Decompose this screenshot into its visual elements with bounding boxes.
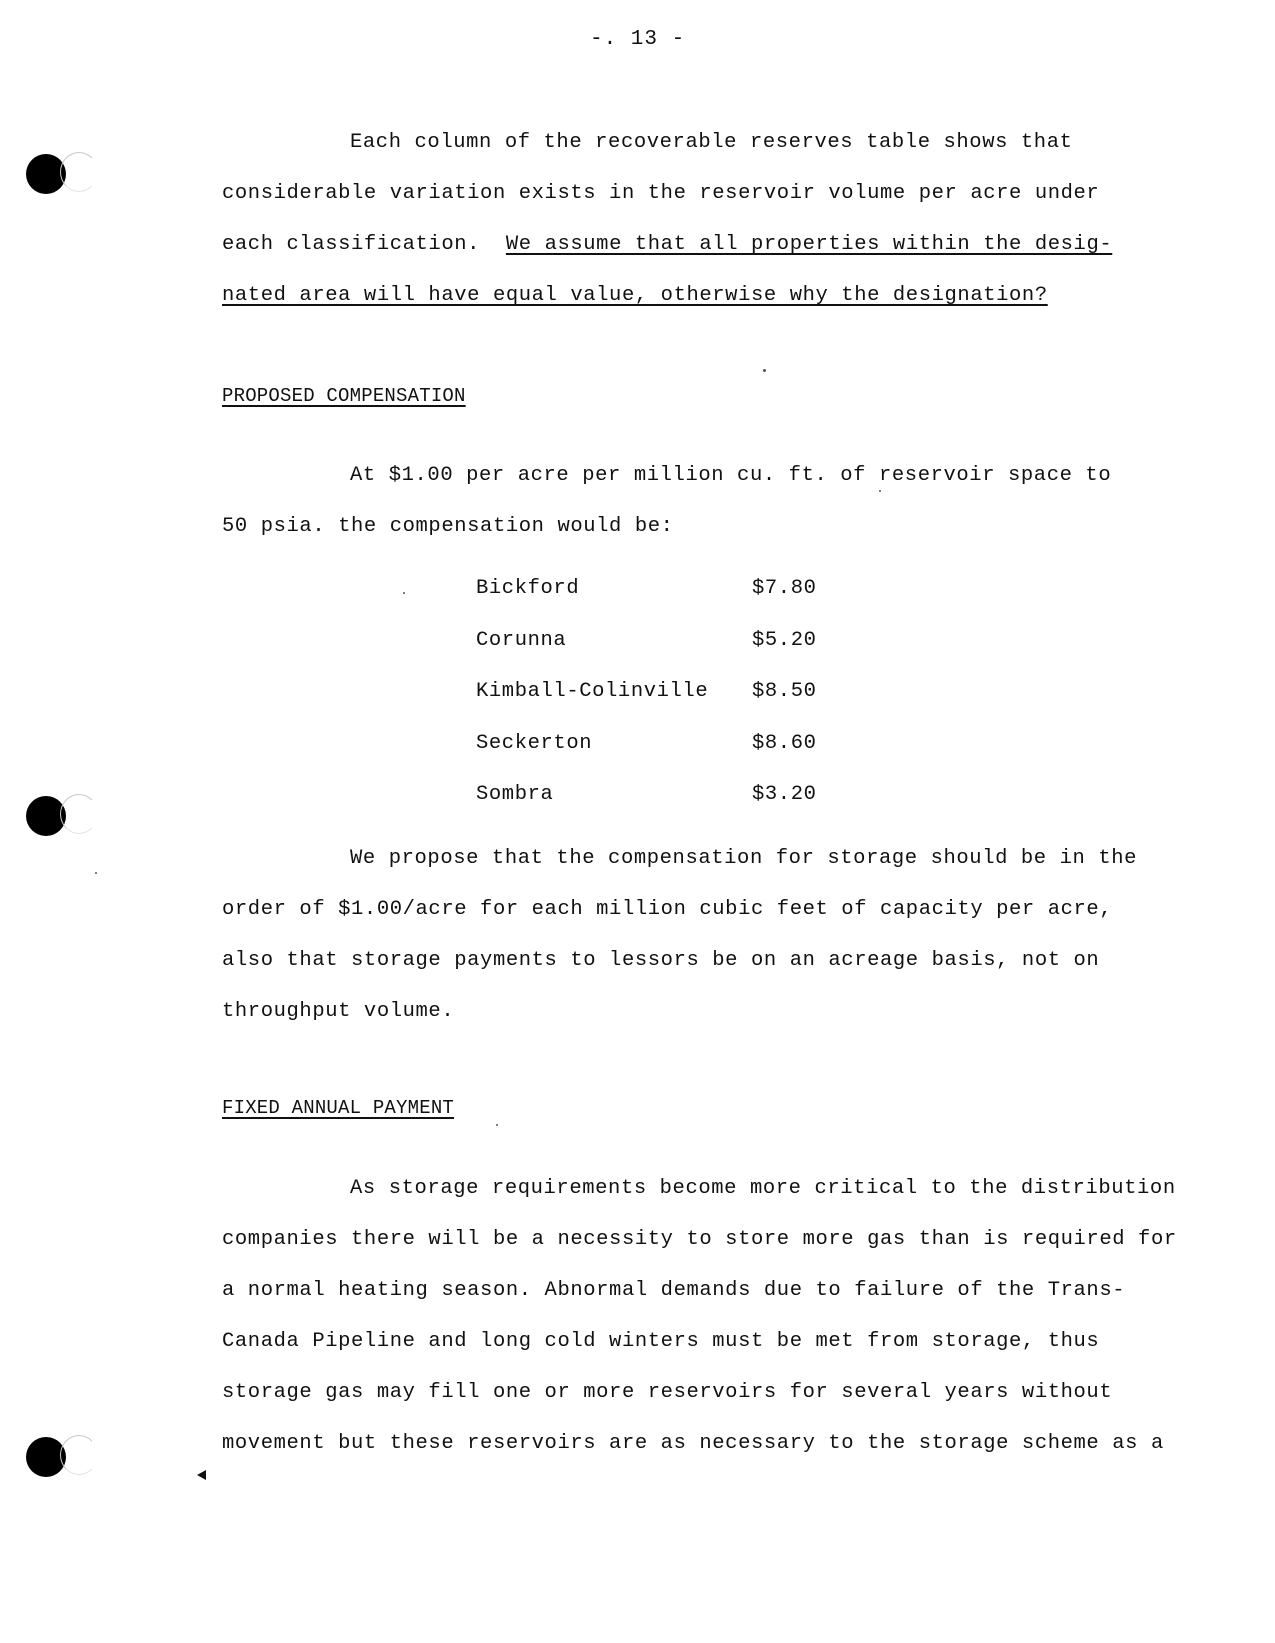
scan-speck xyxy=(763,369,766,372)
section-heading-fixed-annual-payment: FIXED ANNUAL PAYMENT xyxy=(222,1097,455,1119)
section-heading-proposed-compensation: PROPOSED COMPENSATION xyxy=(222,385,466,407)
paragraph-line: Canada Pipeline and long cold winters must be met from storage, thus xyxy=(222,1330,1100,1353)
punch-hole-ring-top xyxy=(60,152,98,192)
paragraph-line xyxy=(222,219,1122,270)
paragraph-line: also that storage payments to lessors be on an acreage basis, not on xyxy=(222,949,1100,972)
intro-paragraph xyxy=(222,117,1122,321)
underlined-statement-start: We assume that all properties within the desig- xyxy=(505,233,1113,256)
rate-amount: $8.60 xyxy=(752,731,817,755)
scan-speck xyxy=(879,490,881,492)
rate-area: Bickford xyxy=(476,577,580,600)
margin-mark xyxy=(197,1470,206,1480)
punch-hole-ring-bottom xyxy=(60,1435,98,1475)
rate-amount: $8.50 xyxy=(752,680,817,703)
fixed-annual-payment-paragraph xyxy=(222,1163,1177,1469)
paragraph-line: 50 psia. the compensation would be: xyxy=(222,515,674,538)
scan-speck xyxy=(496,1124,498,1126)
scan-speck xyxy=(403,592,405,594)
paragraph-line: At $1.00 per acre per million cu. ft. of reservoir space to xyxy=(350,464,1112,487)
proposal-paragraph xyxy=(222,833,1138,1037)
rate-area: Kimball-Colinville xyxy=(476,680,709,703)
paragraph-line: throughput volume. xyxy=(222,1000,455,1023)
paragraph-line: order of $1.00/acre for each million cubic feet of capacity per acre, xyxy=(222,898,1113,921)
compensation-intro-paragraph xyxy=(222,450,1122,552)
rate-area: Seckerton xyxy=(476,731,593,755)
page-number: -. 13 - xyxy=(590,28,686,51)
rate-amount: $3.20 xyxy=(752,783,817,806)
paragraph-line: storage gas may fill one or more reservoirs for several years without xyxy=(222,1381,1113,1404)
punch-hole-ring-middle xyxy=(60,794,98,834)
paragraph-line: movement but these reservoirs are as necessary to the storage scheme as a xyxy=(222,1432,1164,1455)
paragraph-line: We propose that the compensation for storage should be in the xyxy=(350,847,1138,870)
underlined-statement-end: nated area will have equal value, otherwise why the designation? xyxy=(222,284,1048,307)
paragraph-line: a normal heating season. Abnormal demands due to failure of the Trans- xyxy=(222,1279,1126,1302)
rate-amount: $7.80 xyxy=(752,577,817,600)
rate-area: Corunna xyxy=(476,628,567,652)
paragraph-line: companies there will be a necessity to store more gas than is required for xyxy=(222,1228,1177,1251)
paragraph-line: Each column of the recoverable reserves table shows that xyxy=(350,131,1073,154)
paragraph-line: As storage requirements become more critical to the distribution xyxy=(350,1177,1176,1200)
rate-amount: $5.20 xyxy=(752,628,817,652)
paragraph-text: each classification. xyxy=(222,233,481,256)
scan-speck xyxy=(95,872,97,874)
paragraph-line: considerable variation exists in the reservoir volume per acre under xyxy=(222,182,1100,205)
rate-area: Sombra xyxy=(476,783,554,806)
